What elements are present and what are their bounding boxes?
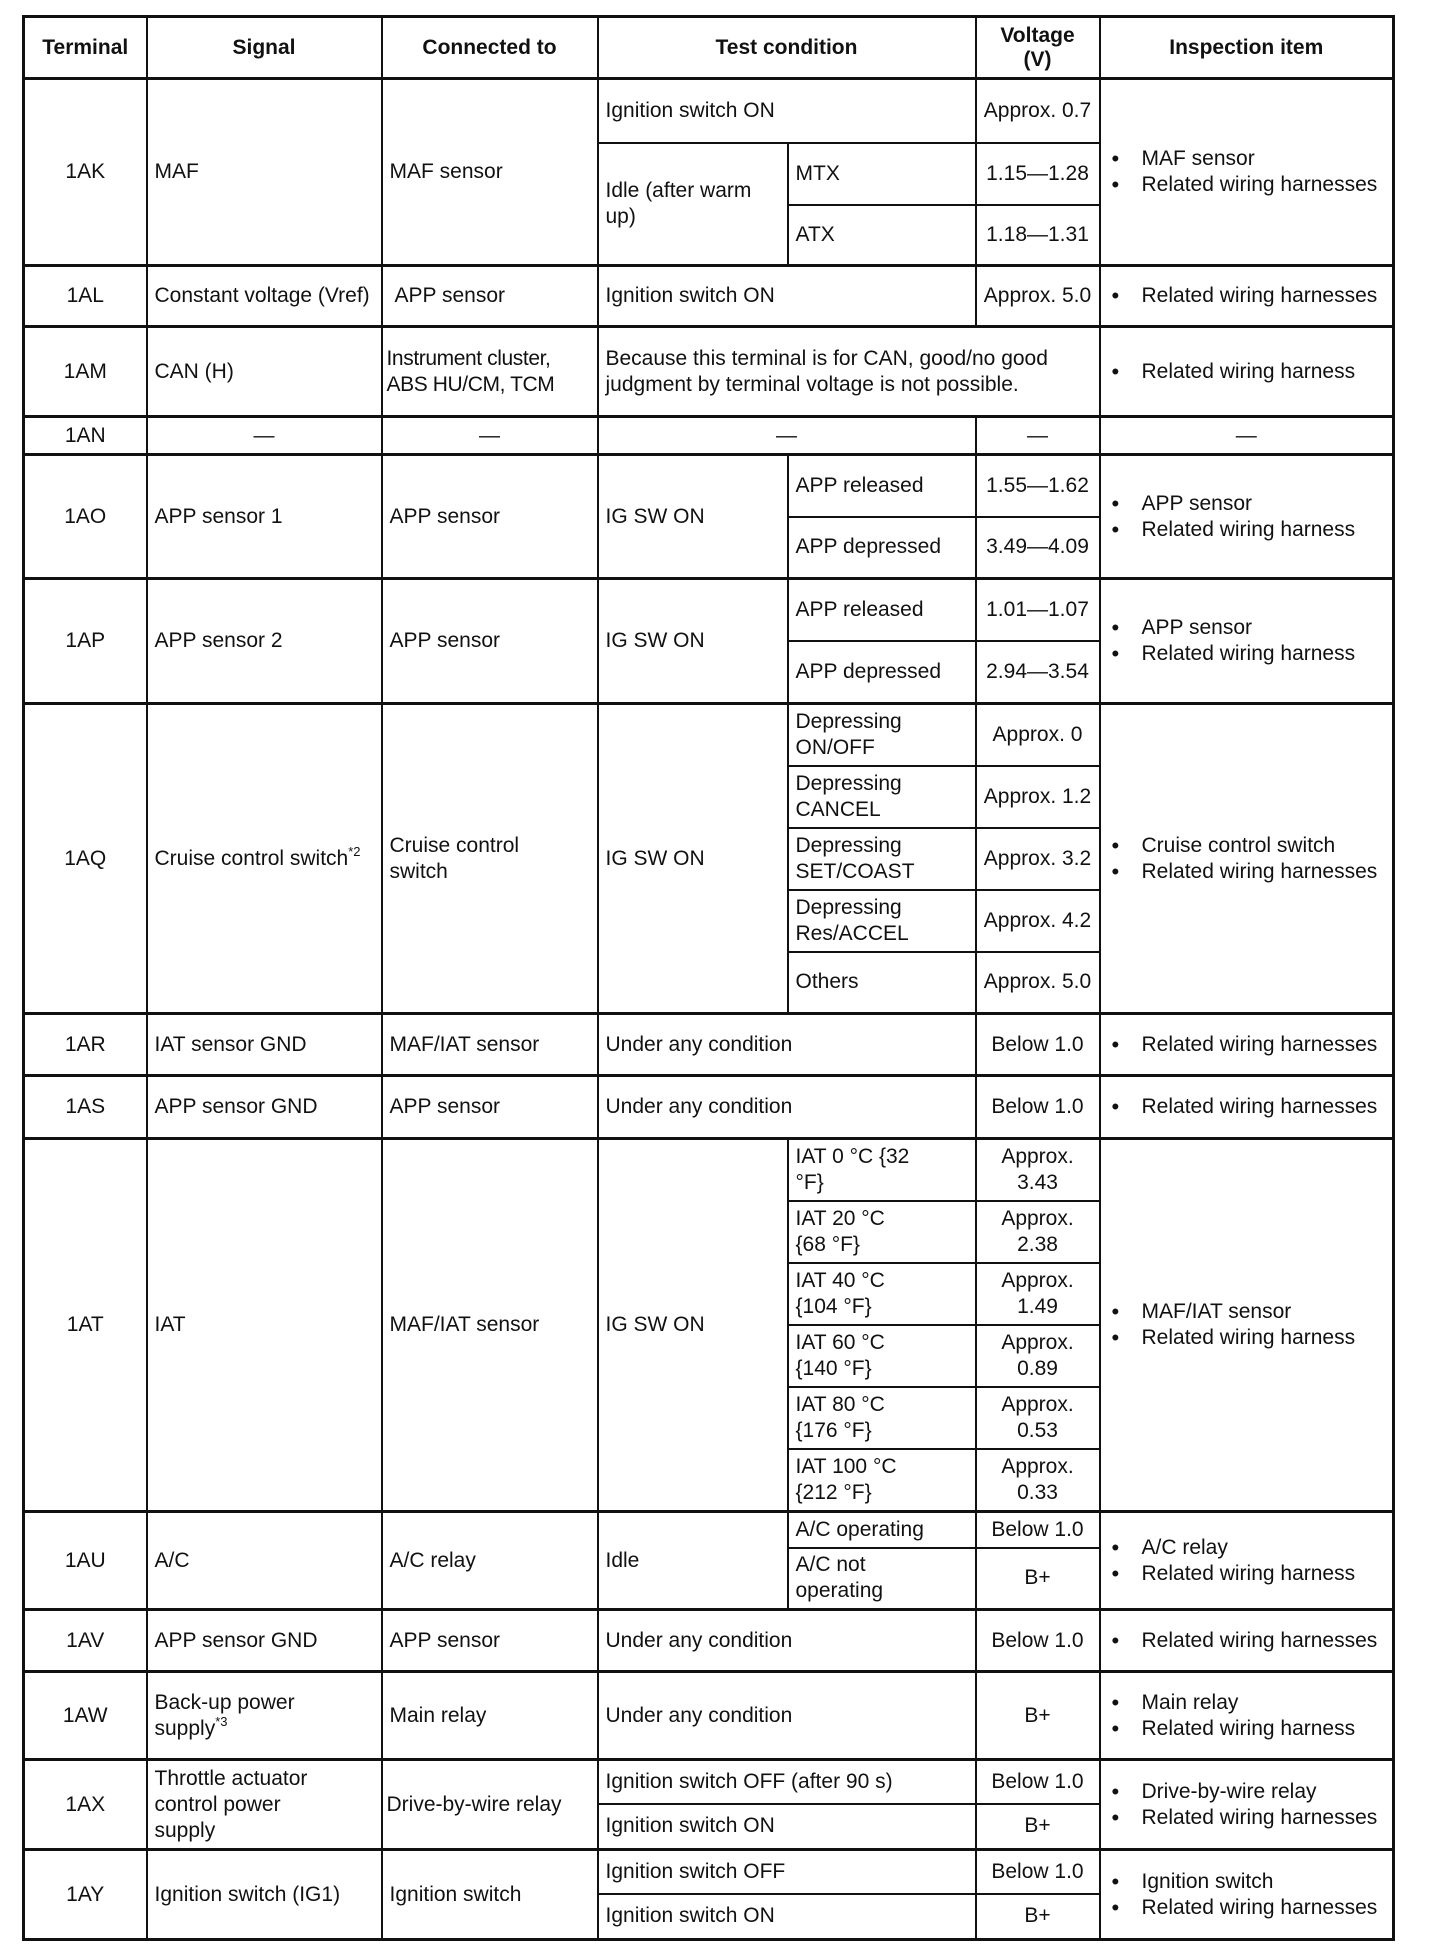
voltage-cell: Below 1.0 [976, 1850, 1100, 1894]
test-subcondition-cell: MTX [788, 143, 976, 205]
test-subcondition-cell: Depressing Res/ACCEL [788, 890, 976, 952]
voltage-cell: 1.01—1.07 [976, 579, 1100, 641]
voltage-cell: Approx. 0.89 [976, 1325, 1100, 1387]
voltage-cell: B+ [976, 1804, 1100, 1850]
connected-to-cell: MAF/IAT sensor [382, 1139, 598, 1512]
connected-to-cell: MAF sensor [382, 79, 598, 266]
test-condition-cell: IG SW ON [598, 455, 788, 579]
signal-cell: APP sensor 1 [147, 455, 382, 579]
table-row [24, 1850, 1394, 1894]
signal-cell [147, 704, 382, 1014]
inspection-item: • APP sensor [1142, 615, 1386, 641]
test-condition-cell: IG SW ON [598, 579, 788, 704]
test-subcondition-cell: IAT 40 °C {104 °F} [788, 1263, 976, 1325]
test-condition-cell: Ignition switch ON [598, 1804, 976, 1850]
signal-cell: APP sensor 2 [147, 579, 382, 704]
header-signal: Signal [147, 17, 382, 79]
header-terminal: Terminal [24, 17, 147, 79]
voltage-cell: Approx. 0.53 [976, 1387, 1100, 1449]
voltage-cell: Below 1.0 [976, 1076, 1100, 1139]
signal-cell: IAT [147, 1139, 382, 1512]
table-row [24, 1672, 1394, 1760]
voltage-cell: B+ [976, 1672, 1100, 1760]
terminal-cell: 1AX [24, 1760, 147, 1850]
terminal-cell: 1AL [24, 266, 147, 327]
inspection-cell [1100, 1850, 1394, 1940]
connected-to-cell: APP sensor [382, 1610, 598, 1672]
test-condition-cell: IG SW ON [598, 704, 788, 1014]
inspection-item: • Related wiring harnesses [1142, 1895, 1386, 1921]
table-row [24, 704, 1394, 766]
inspection-cell [1100, 1014, 1394, 1076]
test-condition-cell: Ignition switch OFF [598, 1850, 976, 1894]
terminal-cell: 1AN [24, 417, 147, 455]
terminal-cell: 1AM [24, 327, 147, 417]
inspection-item: • Related wiring harnesses [1142, 283, 1386, 309]
inspection-cell [1100, 1760, 1394, 1850]
inspection-cell [1100, 1076, 1394, 1139]
inspection-item: • Related wiring harness [1142, 641, 1386, 667]
voltage-cell: 1.18—1.31 [976, 205, 1100, 266]
test-subcondition-cell: Others [788, 952, 976, 1014]
voltage-cell: B+ [976, 1548, 1100, 1610]
test-subcondition-cell: Depressing ON/OFF [788, 704, 976, 766]
test-subcondition-cell: APP released [788, 455, 976, 517]
connected-to-cell: APP sensor [382, 579, 598, 704]
test-subcondition-cell: ATX [788, 205, 976, 266]
terminal-cell: 1AR [24, 1014, 147, 1076]
test-subcondition-cell: IAT 60 °C {140 °F} [788, 1325, 976, 1387]
test-condition-cell: Under any condition [598, 1610, 976, 1672]
table-row [24, 417, 1394, 455]
signal-cell: — [147, 417, 382, 455]
inspection-cell [1100, 1512, 1394, 1610]
connected-to-cell: APP sensor [382, 455, 598, 579]
inspection-item: • Related wiring harness [1142, 1716, 1386, 1742]
table-row [24, 1512, 1394, 1548]
signal-cell: IAT sensor GND [147, 1014, 382, 1076]
inspection-item: • Related wiring harnesses [1142, 172, 1386, 198]
test-condition-cell: Idle (after warm up) [598, 143, 788, 266]
header-connected-to: Connected to [382, 17, 598, 79]
inspection-item: • APP sensor [1142, 491, 1386, 517]
inspection-cell [1100, 266, 1394, 327]
voltage-cell: Approx. 4.2 [976, 890, 1100, 952]
inspection-item: • MAF/IAT sensor [1142, 1299, 1386, 1325]
signal-cell: Ignition switch (IG1) [147, 1850, 382, 1940]
inspection-item: • Related wiring harness [1142, 359, 1386, 385]
table-row [24, 266, 1394, 327]
terminal-cell: 1AS [24, 1076, 147, 1139]
inspection-item: • Drive-by-wire relay [1142, 1779, 1386, 1805]
table-row [24, 1760, 1394, 1804]
table-row [24, 1610, 1394, 1672]
header-test-condition: Test condition [598, 17, 976, 79]
terminal-cell: 1AW [24, 1672, 147, 1760]
inspection-item: • Related wiring harness [1142, 517, 1386, 543]
voltage-cell: Approx. 3.43 [976, 1139, 1100, 1201]
inspection-item: • A/C relay [1142, 1535, 1386, 1561]
signal-text: Back-up power supply [154, 1690, 295, 1740]
voltage-cell: — [976, 417, 1100, 455]
voltage-cell: 1.55—1.62 [976, 455, 1100, 517]
inspection-cell [1100, 704, 1394, 1014]
signal-cell [147, 1672, 382, 1760]
inspection-item: • Related wiring harnesses [1142, 1032, 1386, 1058]
test-subcondition-cell: A/C not operating [788, 1548, 976, 1610]
table-row [24, 1014, 1394, 1076]
connected-to-cell: APP sensor [382, 1076, 598, 1139]
inspection-item: • Ignition switch [1142, 1869, 1386, 1895]
test-condition-cell: IG SW ON [598, 1139, 788, 1512]
inspection-cell: — [1100, 417, 1394, 455]
test-condition-cell: — [598, 417, 976, 455]
footnote-marker: *2 [348, 843, 361, 859]
signal-cell: Constant voltage (Vref) [147, 266, 382, 327]
voltage-cell: 3.49—4.09 [976, 517, 1100, 579]
voltage-cell: Approx. 0 [976, 704, 1100, 766]
connected-to-cell: Instrument cluster, ABS HU/CM, TCM [382, 327, 598, 417]
test-condition-note-cell: Because this terminal is for CAN, good/no good judgment by terminal voltage is not possible. [598, 327, 1100, 417]
test-condition-cell: Ignition switch ON [598, 1894, 976, 1940]
test-subcondition-cell: Depressing SET/COAST [788, 828, 976, 890]
table-row [24, 579, 1394, 641]
table-row [24, 455, 1394, 517]
voltage-cell: Below 1.0 [976, 1610, 1100, 1672]
test-condition-cell: Under any condition [598, 1672, 976, 1760]
voltage-cell: Approx. 5.0 [976, 952, 1100, 1014]
signal-cell: APP sensor GND [147, 1076, 382, 1139]
connected-to-cell: Ignition switch [382, 1850, 598, 1940]
test-condition-cell: Ignition switch ON [598, 79, 976, 143]
terminal-cell: 1AO [24, 455, 147, 579]
table-row [24, 1076, 1394, 1139]
inspection-cell [1100, 79, 1394, 266]
test-subcondition-cell: IAT 0 °C {32 °F} [788, 1139, 976, 1201]
voltage-cell: B+ [976, 1894, 1100, 1940]
header-voltage: Voltage (V) [976, 17, 1100, 79]
test-subcondition-cell: IAT 80 °C {176 °F} [788, 1387, 976, 1449]
inspection-item: • Related wiring harnesses [1142, 1094, 1386, 1120]
inspection-cell [1100, 1139, 1394, 1512]
voltage-cell: Below 1.0 [976, 1014, 1100, 1076]
signal-text: Cruise control switch [154, 846, 349, 870]
test-subcondition-cell: APP released [788, 579, 976, 641]
terminal-cell: 1AY [24, 1850, 147, 1940]
inspection-cell [1100, 327, 1394, 417]
terminal-cell: 1AV [24, 1610, 147, 1672]
voltage-cell: Below 1.0 [976, 1512, 1100, 1548]
test-subcondition-cell: A/C operating [788, 1512, 976, 1548]
inspection-item: • Related wiring harnesses [1142, 1805, 1386, 1831]
inspection-cell [1100, 579, 1394, 704]
inspection-item: • MAF sensor [1142, 146, 1386, 172]
connected-to-cell: APP sensor [382, 266, 598, 327]
inspection-item: • Related wiring harnesses [1142, 859, 1386, 885]
test-subcondition-cell: IAT 20 °C {68 °F} [788, 1201, 976, 1263]
inspection-cell [1100, 1672, 1394, 1760]
voltage-cell: Approx. 1.2 [976, 766, 1100, 828]
test-condition-cell: Under any condition [598, 1014, 976, 1076]
connected-to-cell: Drive-by-wire relay [382, 1760, 598, 1850]
test-condition-cell: Ignition switch ON [598, 266, 976, 327]
connected-to-cell: MAF/IAT sensor [382, 1014, 598, 1076]
connected-to-cell: Main relay [382, 1672, 598, 1760]
voltage-cell: Approx. 0.33 [976, 1449, 1100, 1512]
terminal-cell: 1AU [24, 1512, 147, 1610]
table-row [24, 1139, 1394, 1201]
signal-cell: CAN (H) [147, 327, 382, 417]
footnote-marker: *3 [215, 1713, 228, 1729]
header-row [24, 17, 1394, 79]
voltage-cell: 1.15—1.28 [976, 143, 1100, 205]
test-subcondition-cell: APP depressed [788, 641, 976, 704]
connected-to-cell: A/C relay [382, 1512, 598, 1610]
voltage-cell: Below 1.0 [976, 1760, 1100, 1804]
terminal-voltage-table [22, 15, 1395, 1941]
test-subcondition-cell: IAT 100 °C {212 °F} [788, 1449, 976, 1512]
signal-cell: MAF [147, 79, 382, 266]
header-inspection-item: Inspection item [1100, 17, 1394, 79]
table-row [24, 327, 1394, 417]
inspection-item: • Related wiring harness [1142, 1325, 1386, 1351]
signal-cell: A/C [147, 1512, 382, 1610]
voltage-cell: Approx. 2.38 [976, 1201, 1100, 1263]
voltage-cell: Approx. 0.7 [976, 79, 1100, 143]
test-subcondition-cell: APP depressed [788, 517, 976, 579]
inspection-cell [1100, 455, 1394, 579]
voltage-cell: 2.94—3.54 [976, 641, 1100, 704]
terminal-cell: 1AP [24, 579, 147, 704]
terminal-cell: 1AT [24, 1139, 147, 1512]
inspection-item: • Related wiring harness [1142, 1561, 1386, 1587]
test-subcondition-cell: Depressing CANCEL [788, 766, 976, 828]
signal-cell: APP sensor GND [147, 1610, 382, 1672]
signal-cell: Throttle actuator control power supply [147, 1760, 382, 1850]
test-condition-cell: Ignition switch OFF (after 90 s) [598, 1760, 976, 1804]
inspection-item: • Main relay [1142, 1690, 1386, 1716]
connected-to-cell: Cruise control switch [382, 704, 598, 1014]
voltage-cell: Approx. 3.2 [976, 828, 1100, 890]
inspection-item: • Cruise control switch [1142, 833, 1386, 859]
test-condition-cell: Idle [598, 1512, 788, 1610]
inspection-cell [1100, 1610, 1394, 1672]
voltage-cell: Approx. 5.0 [976, 266, 1100, 327]
terminal-cell: 1AK [24, 79, 147, 266]
inspection-item: • Related wiring harnesses [1142, 1628, 1386, 1654]
terminal-cell: 1AQ [24, 704, 147, 1014]
test-condition-cell: Under any condition [598, 1076, 976, 1139]
table-row [24, 79, 1394, 143]
connected-to-cell: — [382, 417, 598, 455]
voltage-cell: Approx. 1.49 [976, 1263, 1100, 1325]
